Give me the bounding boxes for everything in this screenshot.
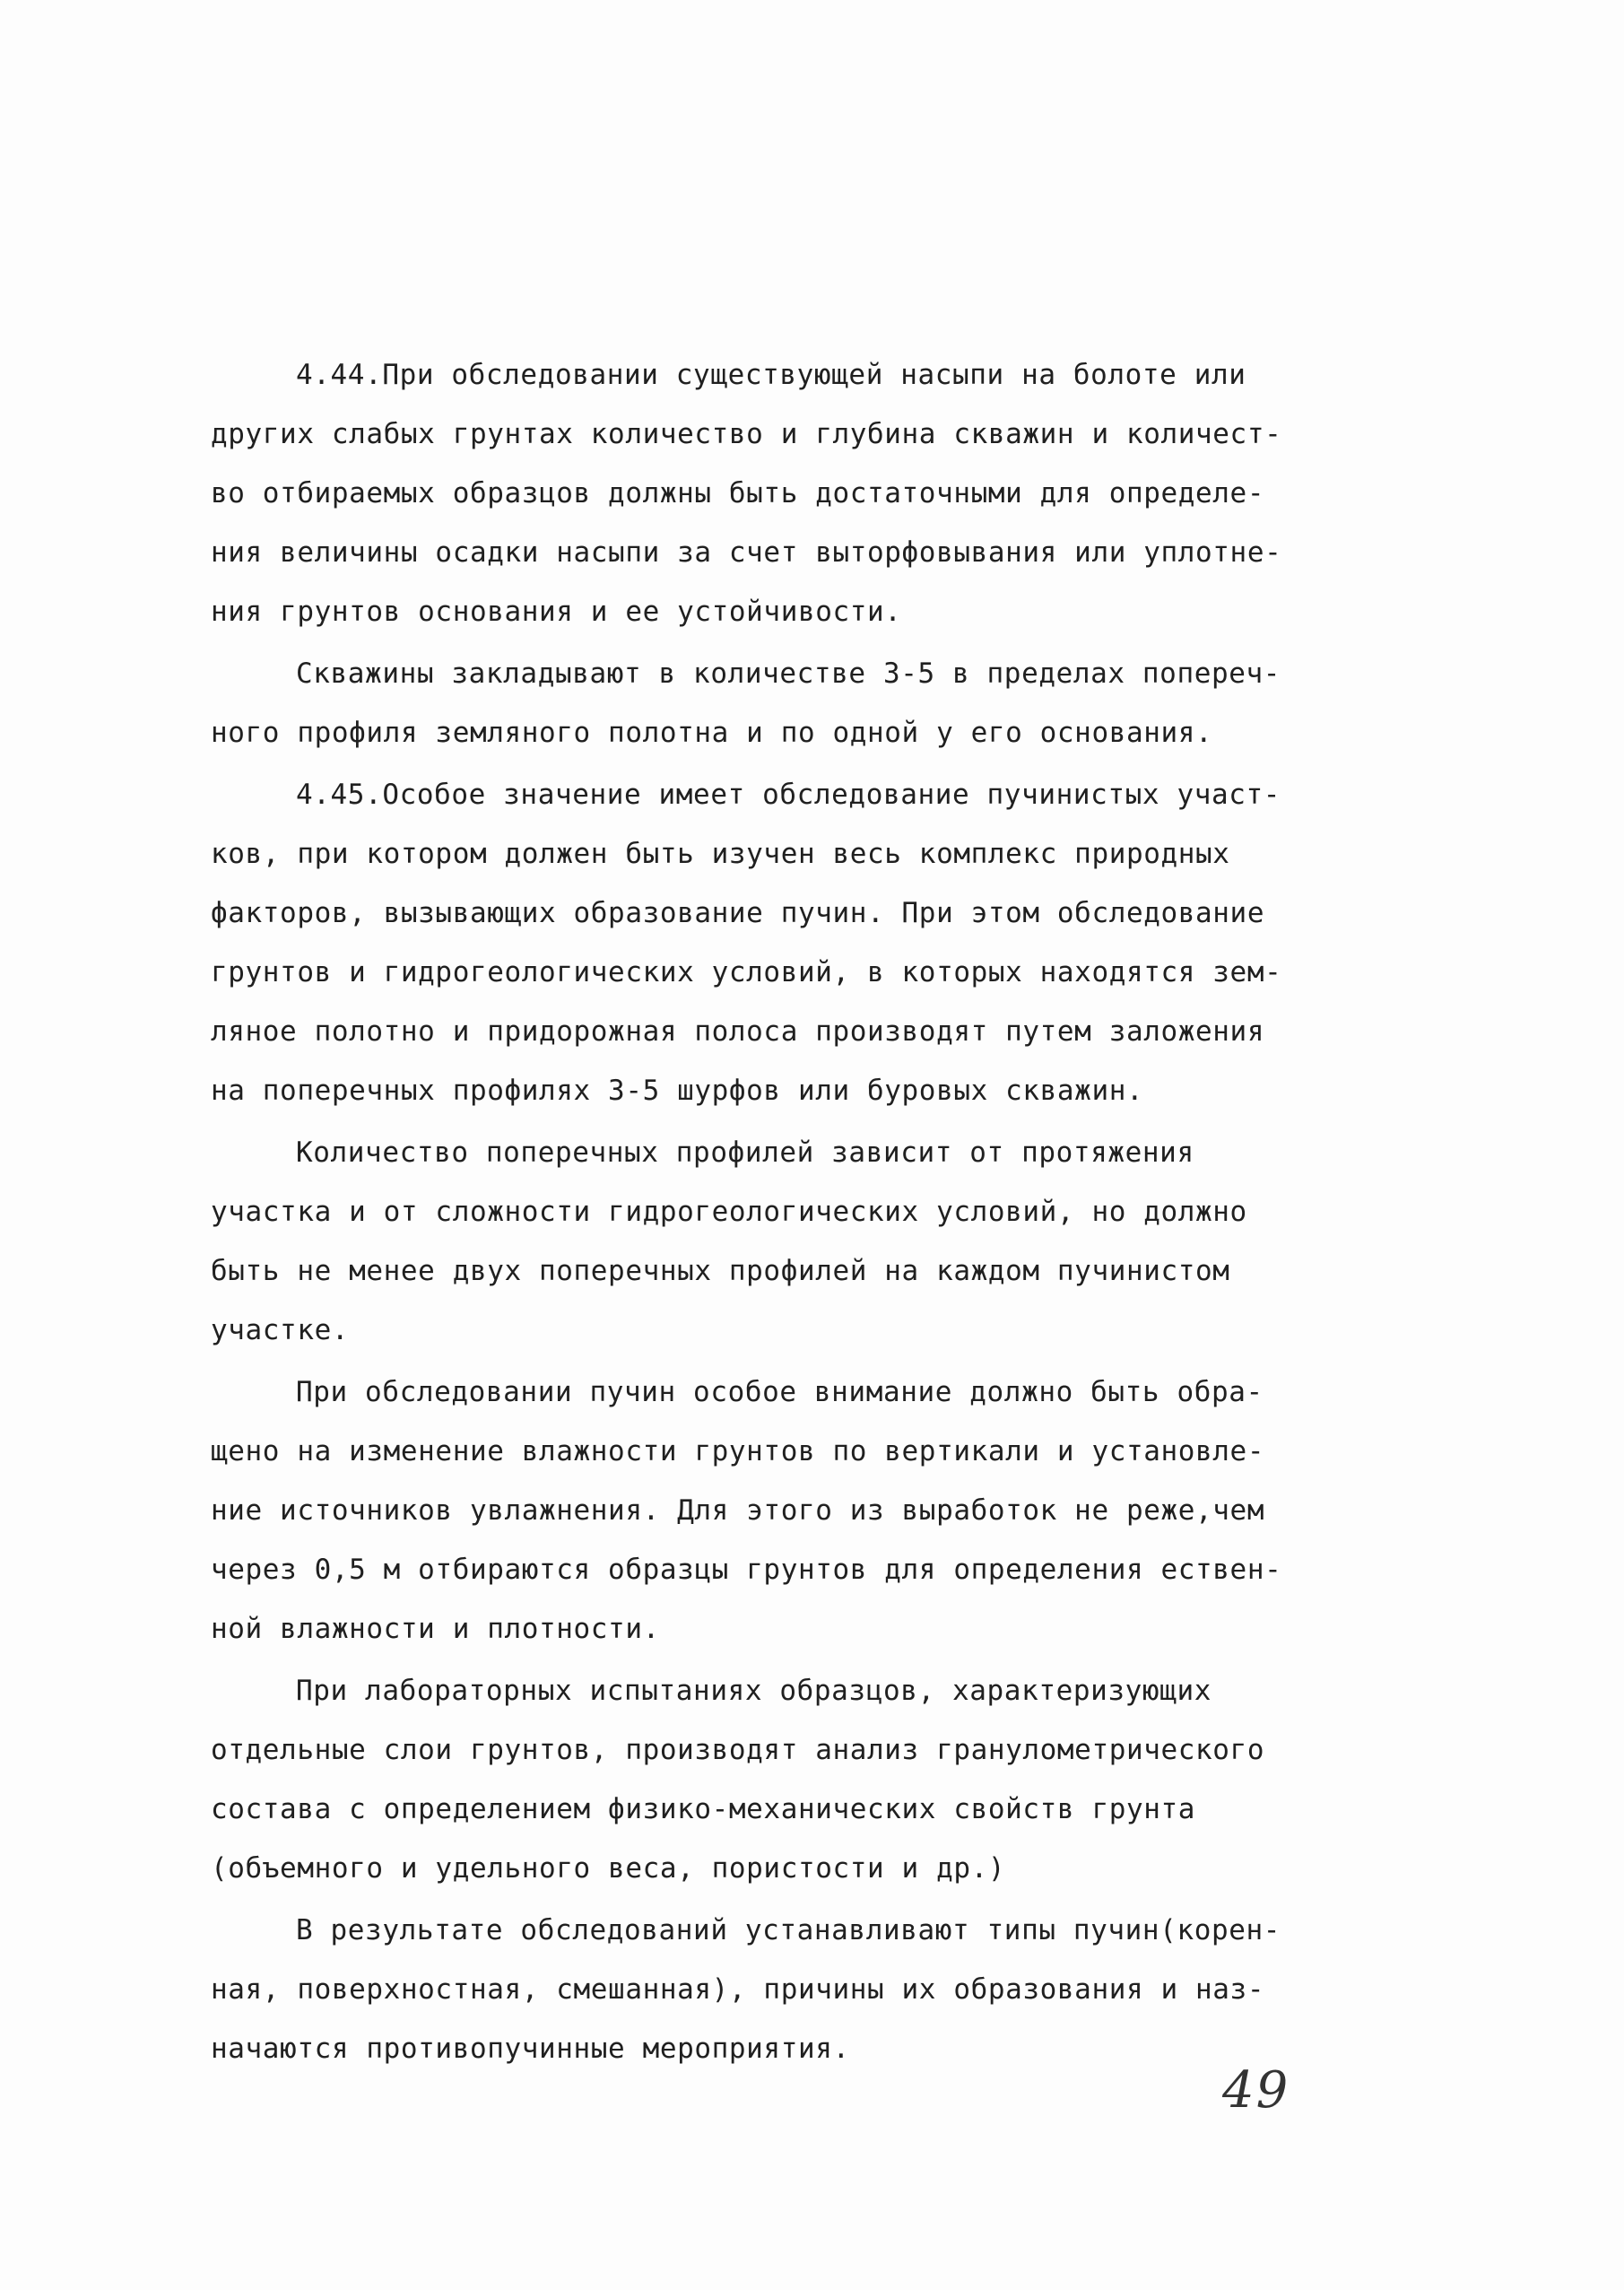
paragraph [211, 345, 1341, 641]
text-line: Количество поперечных профилей зависит от протяжения [296, 1136, 1194, 1169]
text-line: (объемного и удельного веса, пористости и др.) [211, 1852, 1006, 1885]
text-line: начаются противопучинные мероприятия. [211, 2033, 850, 2065]
document-body [211, 345, 1341, 2078]
paragraph [211, 1901, 1341, 2078]
text-line: В результате обследований устанавливают типы пучин(корен- [296, 1914, 1281, 1946]
text-line: ков, при котором должен быть изучен весь комплекс природных [211, 838, 1230, 870]
text-line: ной влажности и плотности. [211, 1613, 660, 1645]
text-line: других слабых грунтах количество и глубина скважин и количест- [211, 418, 1282, 450]
text-line: ния величины осадки насыпи за счет выторфовывания или уплотне- [211, 536, 1282, 569]
text-line: При лабораторных испытаниях образцов, характеризующих [296, 1675, 1211, 1707]
text-line: факторов, вызывающих образование пучин. При этом обследование [211, 897, 1265, 929]
paragraph [211, 1661, 1341, 1898]
text-line: При обследовании пучин особое внимание должно быть обра- [296, 1376, 1264, 1408]
text-line: ная, поверхностная, смешанная), причины их образования и наз- [211, 1973, 1265, 2006]
text-line: ния грунтов основания и ее устойчивости. [211, 596, 902, 628]
text-line: участке. [211, 1314, 350, 1346]
paragraph [211, 1123, 1341, 1360]
paragraph [211, 1363, 1341, 1659]
text-line: через 0,5 м отбираются образцы грунтов для определения ествен- [211, 1554, 1282, 1586]
text-line: ляное полотно и придорожная полоса производят путем заложения [211, 1015, 1265, 1048]
text-line: на поперечных профилях 3-5 шурфов или буровых скважин. [211, 1075, 1144, 1107]
text-line: состава с определением физико-механических свойств грунта [211, 1793, 1196, 1825]
text-line: во отбираемых образцов должны быть достаточными для определе- [211, 477, 1265, 509]
text-line: участка и от сложности гидрогеологических условий, но должно [211, 1196, 1247, 1228]
page-number: 49 [1222, 2061, 1290, 2120]
paragraph [211, 644, 1341, 762]
text-line: ного профиля земляного полотна и по одной у его основания. [211, 717, 1213, 749]
text-line: щено на изменение влажности грунтов по вертикали и установле- [211, 1435, 1265, 1467]
text-line: отдельные слои грунтов, производят анализ гранулометрического [211, 1734, 1265, 1766]
text-line: грунтов и гидрогеологических условий, в которых находятся зем- [211, 956, 1282, 988]
text-line: ние источников увлажнения. Для этого из выработок не реже,чем [211, 1494, 1265, 1527]
text-line: 4.45.Особое значение имеет обследование пучинистых участ- [296, 779, 1281, 811]
text-line: быть не менее двух поперечных профилей на каждом пучинистом [211, 1255, 1230, 1287]
paragraph [211, 765, 1341, 1120]
text-line: 4.44.При обследовании существующей насыпи на болоте или [296, 359, 1246, 391]
text-line: Скважины закладывают в количестве 3-5 в пределах попереч- [296, 657, 1281, 690]
